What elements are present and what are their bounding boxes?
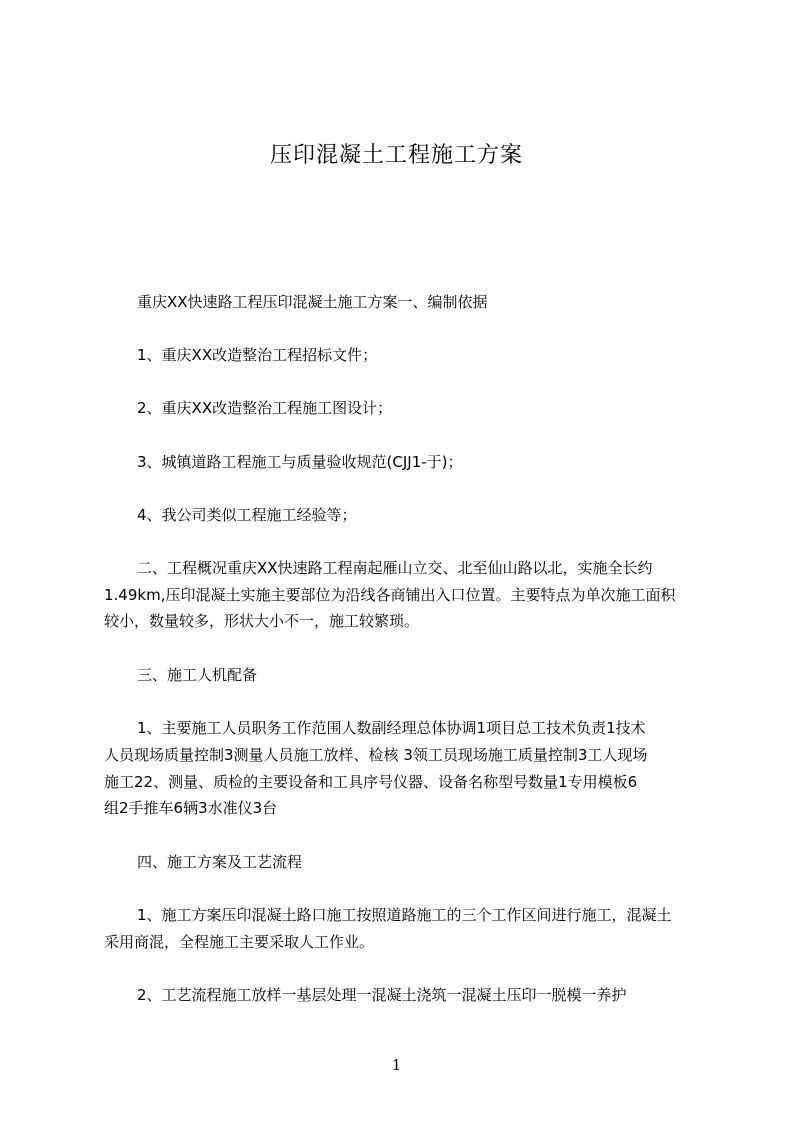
overview-line-1: 二、工程概况重庆XX快速路工程南起雁山立交、北至仙山路以北，实施全长约 (137, 559, 653, 577)
basis-item-3: 3、城镇道路工程施工与质量验收规范(CJJ1-于)； (137, 453, 463, 471)
staffing-line-4: 组2手推车6辆3水准仪3台 (104, 799, 278, 817)
staffing-line-3: 施工22、测量、质检的主要设备和工具序号仪器、设备名称型号数量1专用模板6 (104, 773, 638, 791)
paragraph-intro: 重庆XX快速路工程压印混凝土施工方案一、编制依据 (137, 293, 488, 311)
section-4-heading: 四、施工方案及工艺流程 (137, 853, 303, 871)
section-3-heading: 三、施工人机配备 (137, 666, 258, 684)
basis-item-4: 4、我公司类似工程施工经验等； (137, 506, 357, 524)
plan-line-1: 1、施工方案压印混凝土路口施工按照道路施工的三个工作区间进行施工，混凝土 (137, 906, 672, 924)
basis-item-1: 1、重庆XX改造整治工程招标文件； (137, 346, 378, 364)
plan-line-2: 采用商混，全程施工主要采取人工作业。 (104, 933, 375, 951)
overview-line-3: 较小，数量较多，形状大小不一，施工较繁琐。 (104, 612, 420, 630)
overview-line-2: 1.49km,压印混凝土实施主要部位为沿线各商铺出入口位置。主要特点为单次施工面积 (104, 586, 676, 604)
staffing-line-2: 人员现场质量控制3测量人员施工放样、检核 3领工员现场施工质量控制3工人现场 (104, 746, 648, 764)
document-title: 压印混凝土工程施工方案 (269, 143, 523, 168)
process-flow-line: 2、工艺流程施工放样一基层处理一混凝土浇筑一混凝土压印一脱模一养护 (137, 986, 627, 1004)
staffing-line-1: 1、主要施工人员职务工作范围人数副经理总体协调1项目总工技术负责1技术 (137, 719, 646, 737)
page-number: 1 (391, 1056, 402, 1074)
basis-item-2: 2、重庆XX改造整治工程施工图设计； (137, 399, 393, 417)
